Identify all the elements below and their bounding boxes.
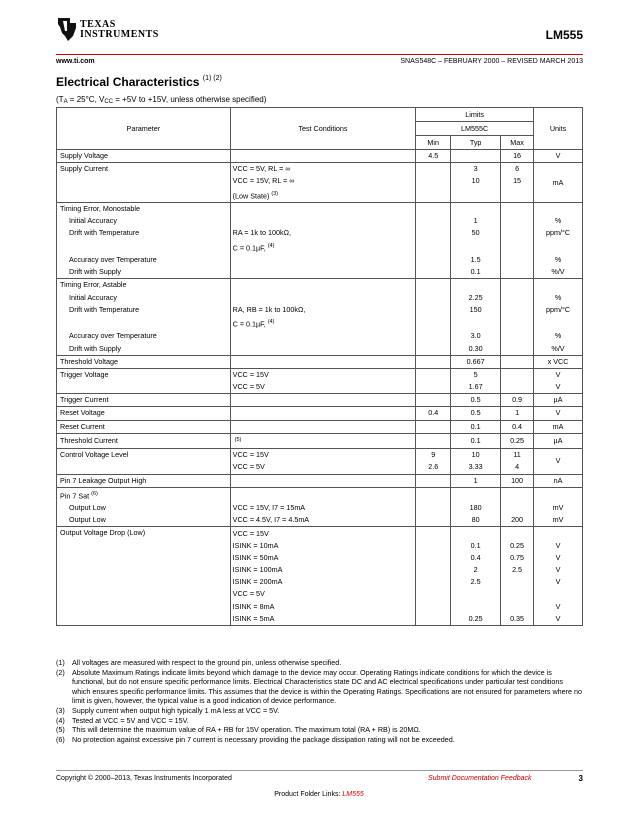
cell-max	[501, 291, 534, 303]
cell-param: Trigger Voltage	[57, 368, 231, 381]
low-state-text: (Low State)	[232, 190, 270, 200]
cell-test	[230, 433, 416, 448]
cell-param: Threshold Voltage	[57, 355, 231, 368]
cell-param	[57, 381, 231, 394]
cell-test: VCC = 5V	[230, 381, 416, 394]
cell-min	[416, 330, 451, 342]
cell-unit	[534, 202, 583, 215]
cell-test: VCC = 5V	[230, 588, 416, 600]
cell-test: ISINK = 5mA	[230, 613, 416, 626]
cell-param: Output Low	[57, 502, 231, 514]
cell-test	[230, 291, 416, 303]
cell-min	[416, 368, 451, 381]
cap-text: C = 0.1µF,	[232, 319, 266, 329]
cell-typ: 3.33	[451, 461, 501, 474]
cell-min	[416, 291, 451, 303]
cell-test	[230, 342, 416, 355]
header-units: Units	[534, 108, 583, 150]
note-ref: (6)	[91, 490, 98, 497]
footnote-number: (2)	[56, 667, 65, 677]
cell-max	[501, 215, 534, 227]
cell-max	[501, 240, 534, 254]
cell-typ: 2	[451, 564, 501, 576]
footnote-number: (1)	[56, 658, 65, 667]
cell-test	[230, 355, 416, 368]
table-row	[57, 527, 583, 540]
cell-min	[416, 514, 451, 527]
table-row	[57, 304, 583, 316]
product-folder-links	[0, 791, 638, 798]
cell-unit: x VCC	[534, 355, 583, 368]
footnote-text: This will determine the maximum value of RA + RB for 15V operation. The maximum total (RA + RB) is 20MΩ.	[72, 725, 421, 735]
page-number: 3	[578, 774, 583, 783]
cell-param: Reset Current	[57, 420, 231, 433]
cell-typ: 0.25	[451, 613, 501, 626]
header-test-conditions: Test Conditions	[230, 108, 416, 150]
table-row	[57, 330, 583, 342]
cell-min	[416, 502, 451, 514]
cell-min	[416, 266, 451, 279]
cell-test: VCC = 4.5V, I7 = 4.5mA	[230, 514, 416, 527]
table-row	[57, 215, 583, 227]
cell-min: 9	[416, 449, 451, 462]
cell-max	[501, 227, 534, 239]
footnote	[56, 706, 583, 716]
cell-max	[501, 254, 534, 266]
table-row	[57, 240, 583, 254]
cell-min	[416, 163, 451, 203]
table-row	[57, 474, 583, 487]
cell-max: 2.5	[501, 564, 534, 576]
cell-min	[416, 304, 451, 316]
cell-typ	[451, 240, 501, 254]
cell-max	[501, 355, 534, 368]
footnote-number: (4)	[56, 715, 65, 725]
cell-param: Supply Current	[57, 163, 231, 203]
cell-min	[416, 254, 451, 266]
cell-typ: 3	[451, 163, 501, 176]
cell-min	[416, 433, 451, 448]
cell-max	[501, 188, 534, 203]
cell-max: 0.25	[501, 433, 534, 448]
cell-test	[230, 188, 416, 203]
cell-min	[416, 202, 451, 215]
cell-max	[501, 381, 534, 394]
logo-line-2: INSTRUMENTS	[80, 29, 159, 40]
cell-max: 6	[501, 163, 534, 176]
cell-param: Initial Accuracy	[57, 291, 231, 303]
cell-max: 200	[501, 514, 534, 527]
cell-test: VCC = 15V	[230, 368, 416, 381]
cell-max	[501, 368, 534, 381]
cell-test	[230, 254, 416, 266]
cell-unit: %	[534, 215, 583, 227]
footnote-text: Tested at VCC = 5V and VCC = 15V.	[72, 715, 189, 725]
cell-max	[501, 266, 534, 279]
cell-typ: 10	[451, 175, 501, 187]
cell-typ: 0.667	[451, 355, 501, 368]
cell-typ: 0.1	[451, 266, 501, 279]
footer-divider	[56, 770, 583, 771]
cell-unit	[534, 487, 583, 502]
table-row	[57, 254, 583, 266]
cell-param: Initial Accuracy	[57, 215, 231, 227]
cell-test: ISINK = 10mA	[230, 540, 416, 552]
table-row	[57, 163, 583, 176]
cell-min	[416, 215, 451, 227]
table-row	[57, 407, 583, 420]
cell-param: Timing Error, Monostable	[57, 202, 231, 215]
cell-typ: 2.25	[451, 291, 501, 303]
pin7-sat-label: Pin 7 Sat	[60, 491, 90, 501]
logo-line-1: TEXAS	[80, 19, 116, 30]
footnote-number: (3)	[56, 705, 65, 715]
cell-typ	[451, 188, 501, 203]
cell-test	[230, 474, 416, 487]
header-parameter: Parameter	[57, 108, 231, 150]
cell-unit: V	[534, 601, 583, 613]
cell-typ	[451, 279, 501, 292]
cell-typ: 1.67	[451, 381, 501, 394]
submit-feedback-link[interactable]: Submit Documentation Feedback	[428, 775, 532, 782]
table-row	[57, 227, 583, 239]
cell-min	[416, 487, 451, 502]
cond-sub-cc: CC	[104, 99, 114, 105]
cell-unit: V	[534, 576, 583, 588]
cell-max	[501, 279, 534, 292]
note-ref: (4)	[267, 318, 275, 325]
header-limits: Limits	[416, 108, 534, 122]
cell-typ: 0.5	[451, 407, 501, 420]
cell-param: Control Voltage Level	[57, 449, 231, 462]
cell-unit: %	[534, 291, 583, 303]
cell-max	[501, 202, 534, 215]
cell-max: 1	[501, 407, 534, 420]
cell-min	[416, 227, 451, 239]
cell-unit: µA	[534, 394, 583, 407]
table-row	[57, 420, 583, 433]
cell-param: Supply Voltage	[57, 150, 231, 163]
header-typ: Typ	[451, 136, 501, 150]
cell-param: Trigger Current	[57, 394, 231, 407]
section-title-notes: (1) (2)	[202, 75, 222, 82]
footnote-text: Supply current when output high typically 1 mA less at VCC = 5V.	[72, 705, 280, 715]
cell-test: RA, RB = 1k to 100kΩ,	[230, 304, 416, 316]
cell-max	[501, 342, 534, 355]
footnote-text: All voltages are measured with respect to the ground pin, unless otherwise specified.	[72, 658, 342, 667]
cell-unit: V	[534, 368, 583, 381]
header-min: Min	[416, 136, 451, 150]
cell-param: Output Low	[57, 514, 231, 527]
cell-typ: 80	[451, 514, 501, 527]
cell-test: RA = 1k to 100kΩ,	[230, 227, 416, 239]
cell-unit: V	[534, 381, 583, 394]
table-row	[57, 150, 583, 163]
section-title	[56, 75, 222, 89]
cell-unit	[534, 240, 583, 254]
table-row	[57, 502, 583, 514]
cell-typ: 1	[451, 474, 501, 487]
cell-unit: mV	[534, 502, 583, 514]
cell-max: 0.4	[501, 420, 534, 433]
cell-unit: mA	[534, 420, 583, 433]
cell-param: Accuracy over Temperature	[57, 254, 231, 266]
footnote	[56, 716, 583, 726]
cell-test	[230, 266, 416, 279]
cell-param: Timing Error, Astable	[57, 279, 231, 292]
cell-typ: 180	[451, 502, 501, 514]
header-max: Max	[501, 136, 534, 150]
cell-max	[501, 576, 534, 588]
cell-typ	[451, 316, 501, 330]
table-row	[57, 487, 583, 502]
footnote-text: Absolute Maximum Ratings indicate limits beyond which damage to the device may occur. Operating Ratings indicate conditions for which the device is functional, but do not ensure specific performance limits. Electrical Characteristics state DC and AC electrical specifications under particular test conditions which ensures specific performance limits. This assumes that the device is within the Operating Ratings. Specifications are not ensured for parameters where no limit is given, however, the typical value is a good indication of device performance.	[72, 667, 583, 706]
cell-typ	[451, 202, 501, 215]
table-row	[57, 514, 583, 527]
cell-test	[230, 202, 416, 215]
cell-unit: %	[534, 254, 583, 266]
cell-test	[230, 420, 416, 433]
cell-param: Drift with Supply	[57, 266, 231, 279]
cell-test: ISINK = 50mA	[230, 552, 416, 564]
cell-test	[230, 394, 416, 407]
product-link[interactable]: LM555	[342, 791, 364, 798]
ti-logo[interactable]	[56, 16, 166, 46]
cell-test: ISINK = 200mA	[230, 576, 416, 588]
cell-max	[501, 601, 534, 613]
cell-min	[416, 279, 451, 292]
cell-unit: %	[534, 330, 583, 342]
copyright: Copyright © 2000–2013, Texas Instruments Incorporated	[56, 775, 232, 782]
footnote	[56, 668, 583, 706]
cell-min	[416, 355, 451, 368]
section-title-text: Electrical Characteristics	[56, 75, 200, 89]
cell-unit: V	[534, 613, 583, 626]
cell-typ	[451, 601, 501, 613]
footnote-text: No protection against excessive pin 7 current is necessary providing the package dissipation rating will not be exceeded.	[72, 734, 455, 744]
cell-test	[230, 279, 416, 292]
electrical-characteristics-table	[56, 107, 583, 626]
cell-test: VCC = 15V	[230, 527, 416, 540]
cell-min	[416, 527, 451, 626]
cell-typ: 5	[451, 368, 501, 381]
note-ref: (5)	[234, 436, 242, 443]
cell-max: 15	[501, 175, 534, 187]
cell-max: 0.75	[501, 552, 534, 564]
cell-min	[416, 394, 451, 407]
note-ref: (4)	[267, 242, 275, 249]
cond-suffix: = +5V to +15V, unless otherwise specified)	[113, 95, 267, 104]
cell-min	[416, 316, 451, 330]
cell-typ	[451, 588, 501, 600]
cell-typ: 0.1	[451, 433, 501, 448]
cell-param	[57, 316, 231, 330]
cell-min: 4.5	[416, 150, 451, 163]
ti-logo-icon	[56, 16, 78, 42]
cell-param	[57, 240, 231, 254]
table-row	[57, 368, 583, 381]
cell-unit: nA	[534, 474, 583, 487]
cell-max	[501, 588, 534, 600]
cell-param: Pin 7 Leakage Output High	[57, 474, 231, 487]
cell-max: 0.35	[501, 613, 534, 626]
cell-unit: ppm/°C	[534, 304, 583, 316]
table-row	[57, 291, 583, 303]
cell-param: Drift with Temperature	[57, 227, 231, 239]
table-row	[57, 355, 583, 368]
cell-min: 2.6	[416, 461, 451, 474]
cell-typ: 3.0	[451, 330, 501, 342]
cell-typ: 0.30	[451, 342, 501, 355]
cell-typ: 2.5	[451, 576, 501, 588]
cell-test	[230, 407, 416, 420]
cell-test: VCC = 5V, RL = ∞	[230, 163, 416, 176]
cell-test: VCC = 15V, RL = ∞	[230, 175, 416, 187]
cap-text: C = 0.1µF,	[232, 242, 266, 252]
table-row	[57, 279, 583, 292]
cell-typ	[451, 487, 501, 502]
footnote	[56, 735, 583, 745]
logo-wordmark	[80, 20, 159, 40]
part-number: LM555	[545, 28, 583, 42]
cell-max: 100	[501, 474, 534, 487]
cell-min	[416, 474, 451, 487]
cell-typ	[451, 150, 501, 163]
cell-test: VCC = 5V	[230, 461, 416, 474]
table-row	[57, 342, 583, 355]
cell-max	[501, 304, 534, 316]
cell-unit: µA	[534, 433, 583, 448]
footnote	[56, 658, 583, 668]
cell-unit	[534, 279, 583, 292]
table-row	[57, 381, 583, 394]
cell-unit: mV	[534, 514, 583, 527]
table-row	[57, 461, 583, 474]
cell-test	[230, 240, 416, 254]
cell-typ: 0.5	[451, 394, 501, 407]
cell-unit	[534, 316, 583, 330]
cell-param: Drift with Supply	[57, 342, 231, 355]
table-header-row	[57, 108, 583, 122]
cell-test: VCC = 15V, I7 = 15mA	[230, 502, 416, 514]
site-url[interactable]: www.ti.com	[56, 58, 95, 65]
footnotes	[56, 658, 583, 744]
cell-param: Accuracy over Temperature	[57, 330, 231, 342]
cell-unit	[534, 527, 583, 540]
header-divider	[56, 54, 583, 55]
header-device: LM555C	[416, 122, 534, 136]
cond-sub-a: A	[63, 99, 68, 105]
cell-unit: V	[534, 407, 583, 420]
cell-typ	[451, 527, 501, 540]
footnote	[56, 725, 583, 735]
cell-min: 0.4	[416, 407, 451, 420]
table-row	[57, 266, 583, 279]
cell-typ: 150	[451, 304, 501, 316]
cell-min	[416, 240, 451, 254]
cell-test	[230, 150, 416, 163]
cell-typ: 50	[451, 227, 501, 239]
cell-min	[416, 342, 451, 355]
table-row	[57, 316, 583, 330]
cell-max: 4	[501, 461, 534, 474]
cell-test: ISINK = 100mA	[230, 564, 416, 576]
cell-typ: 0.4	[451, 552, 501, 564]
cell-unit: mA	[534, 163, 583, 203]
cell-unit: V	[534, 449, 583, 474]
cell-unit: V	[534, 150, 583, 163]
table-row	[57, 202, 583, 215]
cell-test	[230, 316, 416, 330]
footnote-number: (5)	[56, 725, 65, 735]
cell-min	[416, 381, 451, 394]
cell-unit: V	[534, 540, 583, 552]
cell-test: VCC = 15V	[230, 449, 416, 462]
cell-max	[501, 330, 534, 342]
cell-unit: V	[534, 564, 583, 576]
cell-test: ISINK = 8mA	[230, 601, 416, 613]
cell-param: Reset Voltage	[57, 407, 231, 420]
test-conditions-note	[56, 95, 266, 105]
cell-unit: ppm/°C	[534, 227, 583, 239]
cell-max: 0.25	[501, 540, 534, 552]
cell-typ: 10	[451, 449, 501, 462]
cell-param	[57, 487, 231, 502]
table-row	[57, 394, 583, 407]
cell-typ: 0.1	[451, 420, 501, 433]
cell-max	[501, 487, 534, 502]
cell-typ: 1.5	[451, 254, 501, 266]
cell-min	[416, 420, 451, 433]
document-id: SNAS548C – FEBRUARY 2000 – REVISED MARCH 2013	[400, 58, 583, 65]
cell-param	[57, 461, 231, 474]
cell-max	[501, 527, 534, 540]
cell-param: Output Voltage Drop (Low)	[57, 527, 231, 626]
cell-param: Threshold Current	[57, 433, 231, 448]
cond-mid: = 25°C, V	[67, 95, 105, 104]
table-row	[57, 449, 583, 462]
cond-prefix: (T	[56, 95, 64, 104]
table-row	[57, 433, 583, 448]
cell-unit	[534, 588, 583, 600]
footnote-number: (6)	[56, 734, 65, 744]
cell-unit: V	[534, 552, 583, 564]
links-label: Product Folder Links:	[274, 791, 343, 798]
cell-max: 11	[501, 449, 534, 462]
cell-max: 16	[501, 150, 534, 163]
note-ref: (3)	[271, 190, 279, 197]
cell-test	[230, 330, 416, 342]
cell-typ: 1	[451, 215, 501, 227]
cell-test	[230, 215, 416, 227]
cell-unit: %/V	[534, 266, 583, 279]
cell-max	[501, 316, 534, 330]
cell-unit: %/V	[534, 342, 583, 355]
cell-typ: 0.1	[451, 540, 501, 552]
cell-max: 0.9	[501, 394, 534, 407]
cell-max	[501, 502, 534, 514]
cell-test	[230, 487, 416, 502]
cell-param: Drift with Temperature	[57, 304, 231, 316]
